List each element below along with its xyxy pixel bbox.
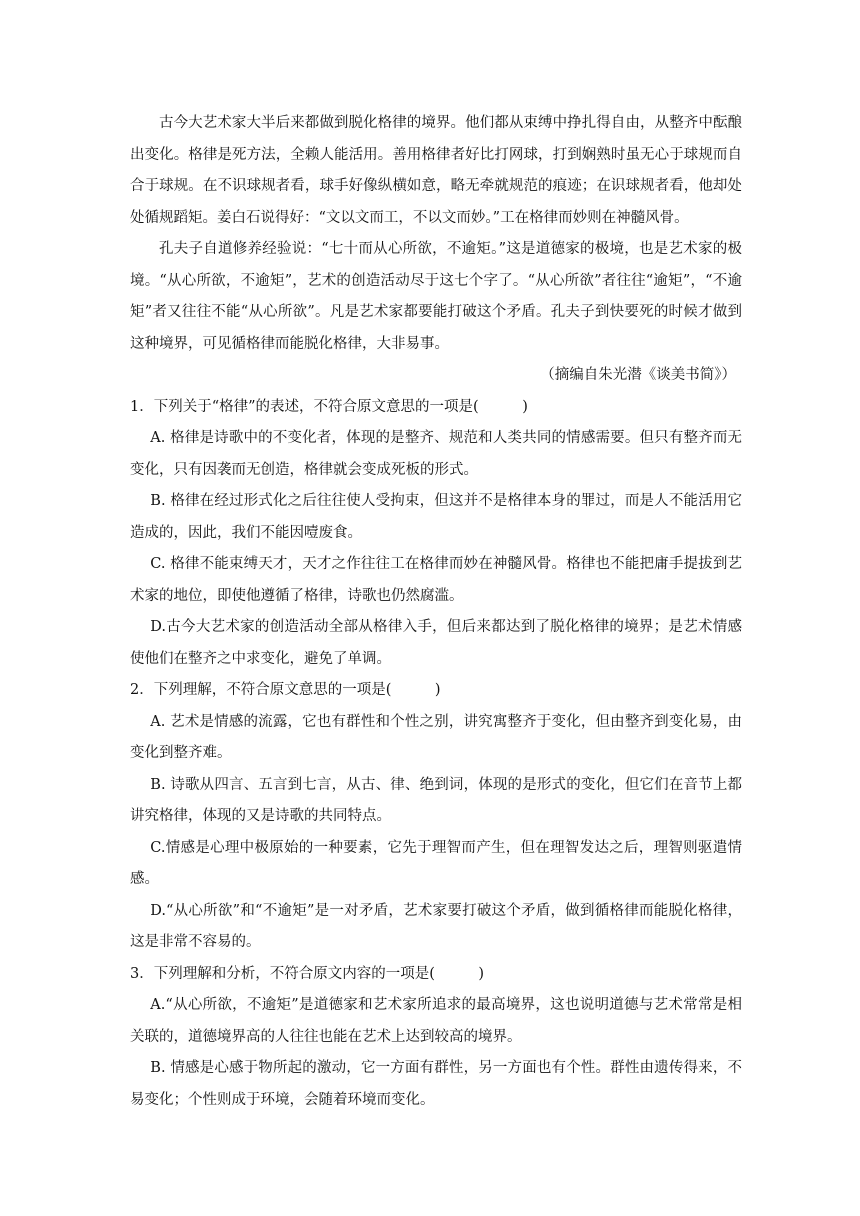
question-2-stem: 2．下列理解，不符合原文意思的一项是( ) bbox=[130, 682, 441, 698]
question-2-option-d: D.“从心所欲”和“不逾矩”是一对矛盾，艺术家要打破这个矛盾，做到循格律而能脱化格律，这是非常不容易的。 bbox=[130, 902, 742, 950]
passage-source: （摘编自朱光潜《谈美书简》） bbox=[540, 367, 736, 383]
question-1-stem: 1．下列关于“格律”的表述，不符合原文意思的一项是( ) bbox=[130, 398, 528, 415]
question-2-option-c: C.情感是心理中极原始的一种要素，它先于理智而产生，但在理智发达之后，理智则驱遣情感。 bbox=[130, 839, 742, 887]
question-1-option-d: D.古今大艺术家的创造活动全部从格律入手，但后来都达到了脱化格律的境界；是艺术情感使他们在整齐之中求变化，避免了单调。 bbox=[130, 619, 742, 667]
question-1-option-b: B. 格律在经过形式化之后往往使人受拘束，但这并不是格律本身的罪过，而是人不能活用它造成的，因此，我们不能因噎废食。 bbox=[130, 493, 742, 541]
passage-paragraph-1: 古今大艺术家大半后来都做到脱化格律的境界。他们都从束缚中挣扎得自由，从整齐中酝酿出变化。格律是死方法，全赖人能活用。善用格律者好比打网球，打到娴熟时虽无心于球规而自合于球规。在不识球规者看，球手好像纵横如意，略无牵就规范的痕迹；在识球规者看，他却处处循规蹈矩。姜白石说得好：“文以文而工，不以文而妙。”工在格律而妙则在神髓风骨。 bbox=[130, 115, 742, 226]
question-2-option-a: A. 艺术是情感的流露，它也有群性和个性之别，讲究寓整齐于变化，但由整齐到变化易，由变化到整齐难。 bbox=[130, 713, 742, 761]
document-content bbox=[130, 108, 742, 1116]
passage-paragraph-2: 孔夫子自道修养经验说：“七十而从心所欲，不逾矩。”这是道德家的极境，也是艺术家的极境。“从心所欲，不逾矩”，艺术的创造活动尽于这七个字了。“从心所欲”者往往“逾矩”，“不逾矩”者又往往不能“从心所欲”。凡是艺术家都要能打破这个矛盾。孔夫子到快要死的时候才做到这种境界，可见循格律而能脱化格律，大非易事。 bbox=[130, 241, 742, 352]
question-2-option-b: B. 诗歌从四言、五言到七言，从古、律、绝到词，体现的是形式的变化，但它们在音节上都讲究格律，体现的又是诗歌的共同特点。 bbox=[130, 776, 742, 824]
question-3-option-b: B. 情感是心感于物所起的激动，它一方面有群性，另一方面也有个性。群性由遗传得来，不易变化；个性则成于环境，会随着环境而变化。 bbox=[130, 1060, 742, 1108]
question-1-option-a: A. 格律是诗歌中的不变化者，体现的是整齐、规范和人类共同的情感需要。但只有整齐而无变化，只有因袭而无创造，格律就会变成死板的形式。 bbox=[130, 430, 742, 478]
question-1-option-c: C. 格律不能束缚天才，天才之作往往工在格律而妙在神髓风骨。格律也不能把庸手提拔到艺术家的地位，即使他遵循了格律，诗歌也仍然腐滥。 bbox=[130, 556, 742, 604]
question-3-option-a: A.“从心所欲，不逾矩”是道德家和艺术家所追求的最高境界，这也说明道德与艺术常常是相关联的，道德境界高的人往往也能在艺术上达到较高的境界。 bbox=[130, 997, 742, 1045]
question-3-stem: 3．下列理解和分析，不符合原文内容的一项是( ) bbox=[130, 965, 485, 982]
